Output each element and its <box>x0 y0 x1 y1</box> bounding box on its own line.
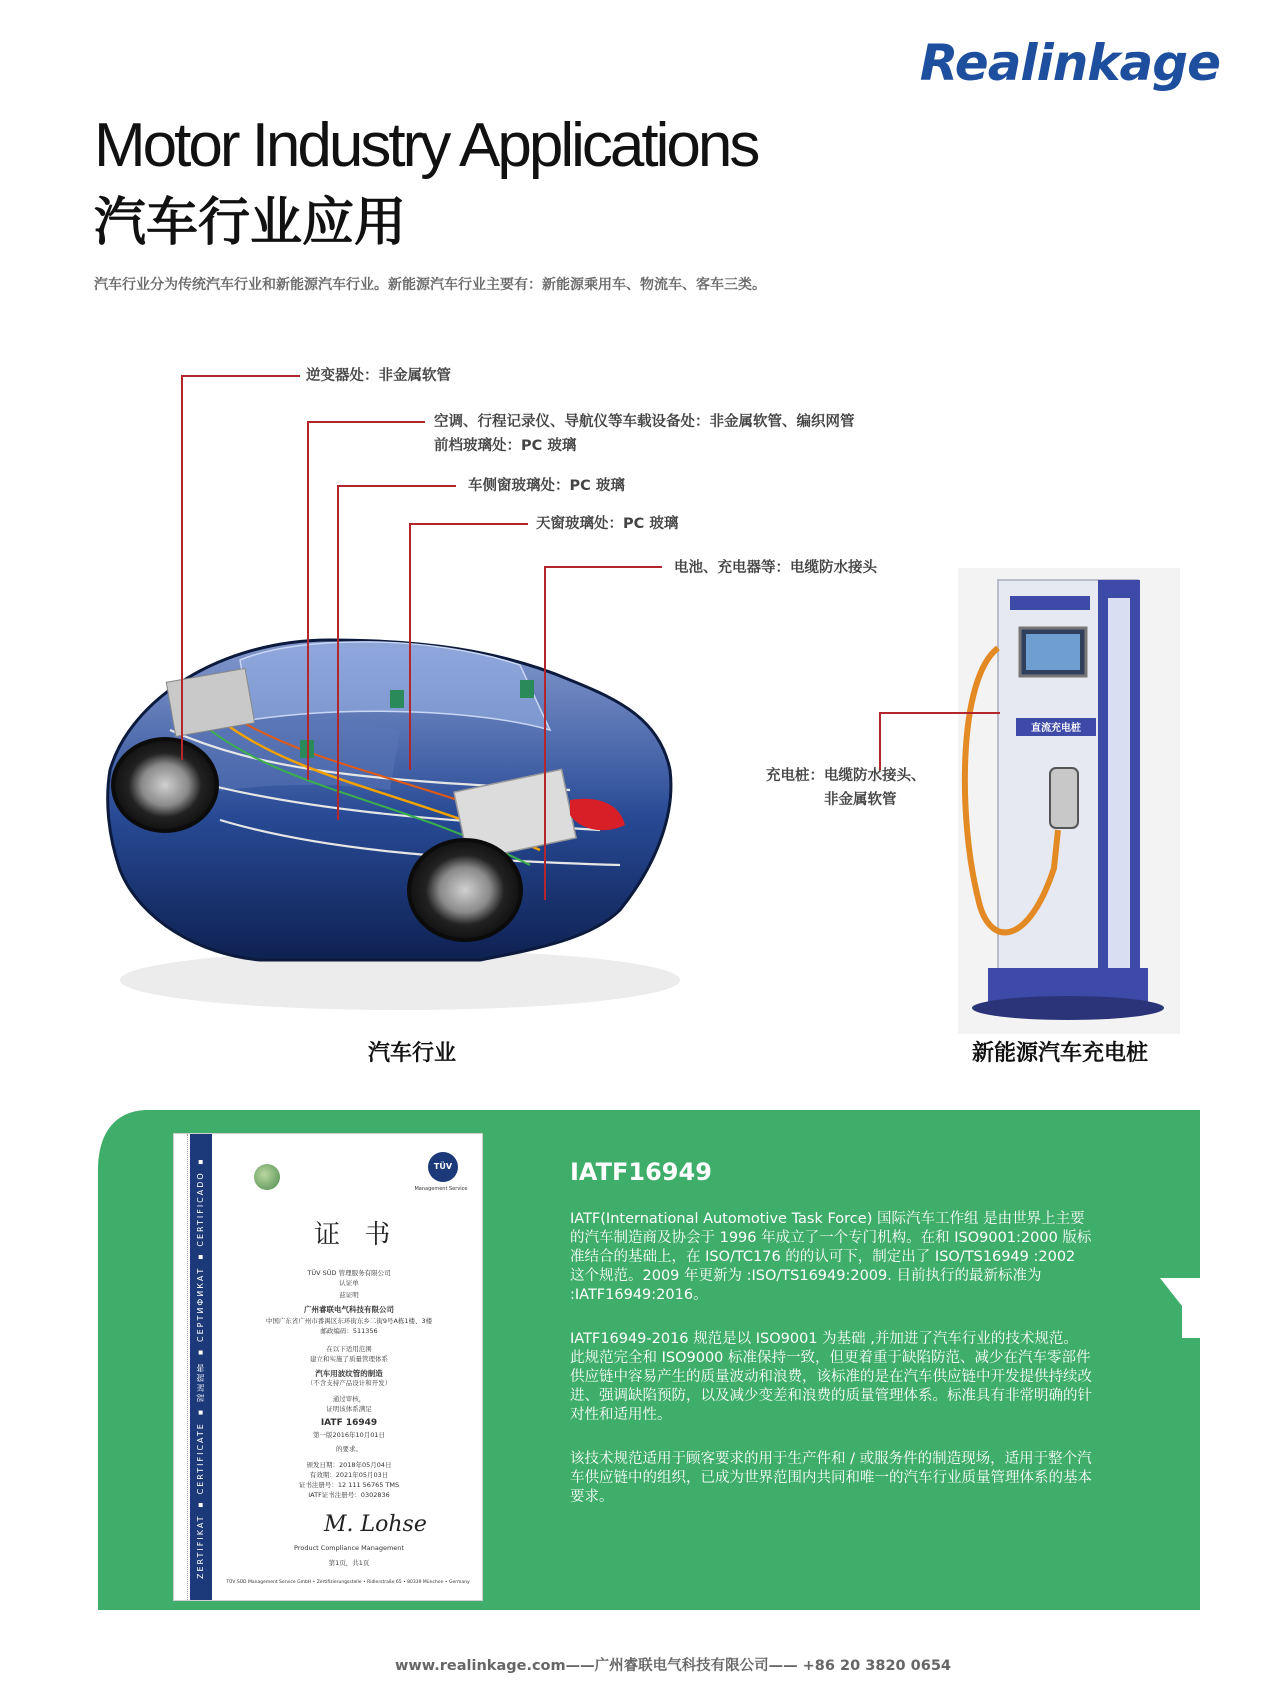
cert-scope-intro1: 在以下适用范围 <box>326 1345 372 1353</box>
charger-panel-label: 直流充电桩 <box>1031 723 1081 734</box>
callout-sunroof: 天窗玻璃处：PC 玻璃 <box>536 516 679 532</box>
callout-ac-line2: 前档玻璃处：PC 玻璃 <box>434 438 577 454</box>
iatf-heading: IATF16949 <box>570 1158 712 1186</box>
cert-issuer-sub: 认证单 <box>339 1279 359 1287</box>
callout-charger-line1: 充电桩：电缆防水接头、 <box>766 768 926 784</box>
callout-ac-line1: 空调、行程记录仪、导航仪等车载设备处：非金属软管、编织网管 <box>434 414 855 430</box>
cert-requirements: 的要求。 <box>336 1445 362 1453</box>
certificate-signature: M. Lohse <box>324 1512 427 1537</box>
tuv-badge-icon: TÜV <box>428 1152 458 1182</box>
cert-scope2: （不含支持产品设计和开发） <box>306 1379 392 1387</box>
cert-badge-caption: Management Service <box>414 1186 468 1192</box>
iatf-paragraph-1: IATF(International Automotive Task Force) 国际汽车工作组 是由世界上主要的汽车制造商及协会于 1996 年成立了一个专门机构。在和 ISO9001:2000 版标准结合的基础上，在 ISO/TC176 的的认可下，制定出了 ISO/TS16949 :2002 这个规范。2009 年更新为 :ISO/TS16949:2009. 目前执行的最新标准为 :IATF16949:2016。 <box>570 1211 1092 1303</box>
iatf-paragraph-2: IATF16949-2016 规范是以 ISO9001 为基础 ,并加进了汽车行业的技术规范。此规范完全和 ISO9000 标准保持一致，但更着重于缺陷防范、减少在汽车零部件供应链中容易产生的质量波动和浪费，该标准的是在汽车供应链中开发提供持续改进、强调缺陷预防，以及减少变差和浪费的质量管理体系。标准具有非常明确的针对性和适用性。 <box>570 1331 1092 1423</box>
page-title-en: Motor Industry Applications <box>94 111 758 180</box>
certificate-strip-text: ZERTIFIKAT ▪ CERTIFICATE ▪ 認証證書 ▪ СЕРТИФИКАТ ▪ CERTIFICADO ▪ CERTIFICAT <box>196 1155 227 1579</box>
brand-logo: Realinkage <box>919 34 1220 92</box>
cert-audit1: 通过审核， <box>332 1395 366 1403</box>
cert-audit2: 证明该体系满足 <box>326 1405 372 1413</box>
cert-issuer: TÜV SÜD 管理服务有限公司 <box>307 1269 391 1277</box>
charging-station-illustration <box>958 568 1180 1034</box>
cert-footer-line: TÜV SÜD Management Service GmbH • Zertifizierungsstelle • Ridlerstraße 65 • 80339 München • Germany <box>226 1580 470 1585</box>
cert-signer-role: Product Compliance Management <box>294 1544 404 1552</box>
iatf-paragraph-3: 该技术规范适用于顾客要求的用于生产件和 / 或服务件的制造现场，适用于整个汽车供应链中的组织，已成为世界范围内共同和唯一的汽车行业质量管理体系的基本要求。 <box>570 1451 1092 1505</box>
caption-car-industry: 汽车行业 <box>368 1041 457 1066</box>
caption-charging-station: 新能源汽车充电桩 <box>972 1041 1149 1066</box>
certificate-title: 证 书 <box>314 1220 399 1250</box>
callout-charger-line2: 非金属软管 <box>824 792 897 808</box>
iatf-certificate-image <box>174 1134 482 1600</box>
cert-standard: IATF 16949 <box>320 1418 378 1428</box>
globe-icon <box>254 1164 280 1190</box>
intro-text: 汽车行业分为传统汽车行业和新能源汽车行业。新能源汽车行业主要有：新能源乘用车、物流车、客车三类。 <box>94 277 766 293</box>
car-illustration <box>100 620 680 1020</box>
cert-scope1: 汽车用波纹管的制造 <box>315 1369 383 1378</box>
page-title-cn: 汽车行业应用 <box>94 193 407 253</box>
callout-battery: 电池、充电器等：电缆防水接头 <box>674 560 877 576</box>
cert-scope-intro2: 建立和实施了质量管理体系 <box>310 1355 388 1363</box>
cert-iatf-number: IATF证书注册号：0302836 <box>308 1491 390 1499</box>
callout-inverter: 逆变器处：非金属软管 <box>306 368 451 384</box>
cert-page: 第1页，共1页 <box>328 1559 370 1567</box>
callout-side-window: 车侧窗玻璃处：PC 玻璃 <box>468 478 625 494</box>
cert-company: 广州睿联电气科技有限公司 <box>304 1305 394 1314</box>
cert-number: 证书注册号：12 111 56765 TMS <box>298 1481 400 1489</box>
cert-postcode: 邮政编码：511356 <box>320 1327 378 1335</box>
cert-address: 中国广东省广州市番禺区东环街东乡二街9号A栋1楼、3楼 <box>265 1317 433 1325</box>
cert-of: 兹证明 <box>339 1291 359 1299</box>
cert-issue-date: 颁发日期：2018年05月04日 <box>306 1461 392 1469</box>
footer-contact: www.realinkage.com——广州睿联电气科技有限公司—— +86 20 3820 0654 <box>395 1658 952 1674</box>
cert-edition: 第一版2016年10月01日 <box>312 1431 386 1439</box>
certificate-edge <box>176 1134 188 1600</box>
cert-valid-until: 有效期：2021年05月03日 <box>309 1471 389 1479</box>
